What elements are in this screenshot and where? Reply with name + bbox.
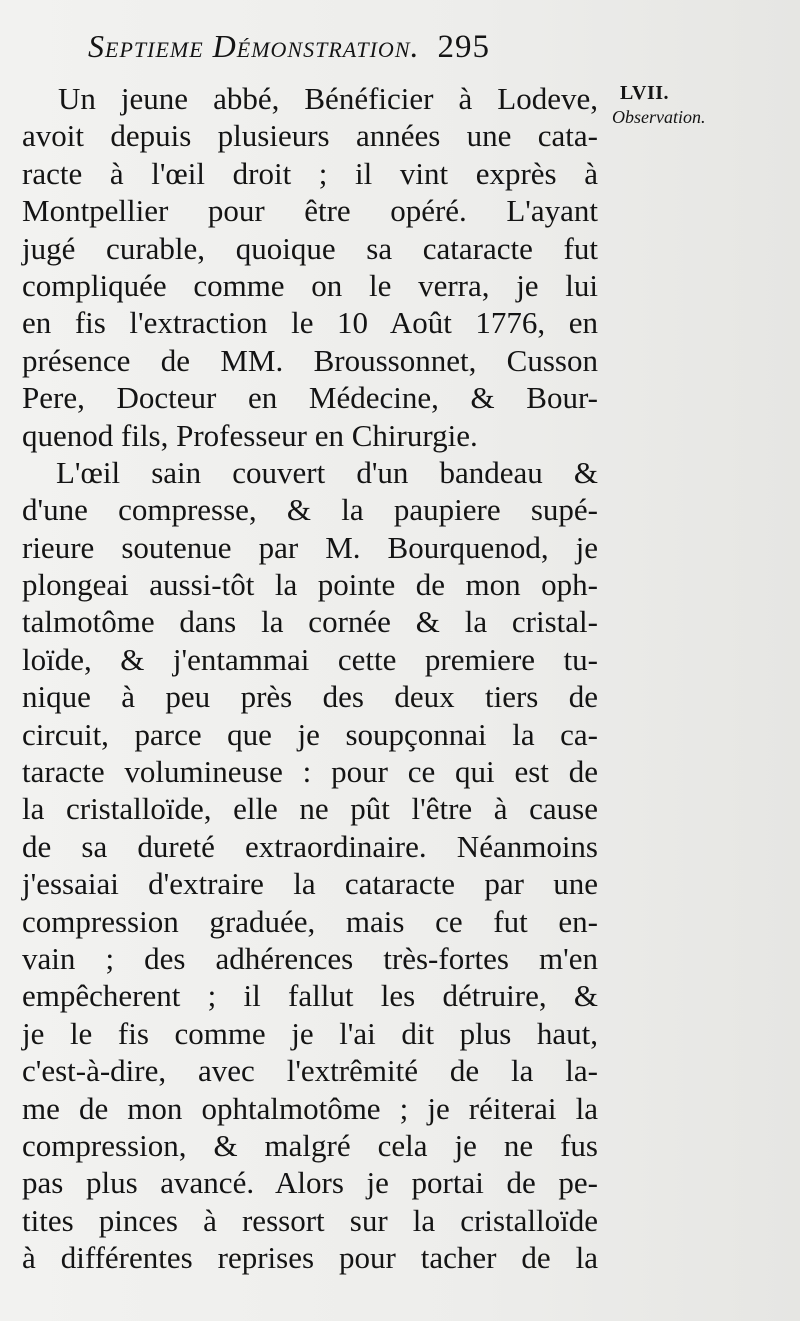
- text-line: avoit depuis plusieurs années une cata-: [22, 118, 598, 154]
- text-line: compression, & malgré cela je ne fus: [22, 1127, 598, 1163]
- text-line: d'une compresse, & la paupiere supé-: [22, 492, 598, 528]
- text-line: pas plus avancé. Alors je portai de pe-: [22, 1165, 598, 1201]
- chapter-title: Septieme Démonstration.: [88, 28, 420, 64]
- text-line: Un jeune abbé, Bénéficier à Lodeve,: [58, 81, 598, 116]
- text-line: présence de MM. Broussonnet, Cusson: [22, 342, 598, 378]
- running-head: [88, 28, 608, 78]
- text-line: taracte volumineuse : pour ce qui est de: [22, 754, 598, 790]
- text-line: L'œil sain couvert d'un bandeau &: [56, 454, 598, 490]
- text-line: rieure soutenue par M. Bourquenod, je: [22, 529, 598, 565]
- text-line: compliquée comme on le verra, je lui: [22, 267, 598, 303]
- observation-number: LVII.: [620, 82, 670, 104]
- text-line: c'est-à-dire, avec l'extrêmité de la la-: [22, 1053, 598, 1089]
- text-line: talmotôme dans la cornée & la cristal-: [22, 604, 598, 640]
- text-line: tites pinces à ressort sur la cristalloïde: [22, 1202, 598, 1238]
- text-line: Montpellier pour être opéré. L'ayant: [22, 193, 598, 229]
- text-line: quenod fils, Professeur en Chirurgie.: [22, 417, 478, 453]
- text-line: je le fis comme je l'ai dit plus haut,: [22, 1015, 598, 1051]
- text-line: circuit, parce que je soupçonnai la ca-: [22, 716, 598, 752]
- text-line: j'essaiai d'extraire la cataracte par une: [22, 866, 598, 902]
- text-line: empêcherent ; il fallut les détruire, &: [22, 978, 598, 1014]
- text-line: plongeai aussi-tôt la pointe de mon oph-: [22, 567, 598, 603]
- observation-label: Observation.: [612, 107, 706, 127]
- body-text: [22, 80, 598, 1277]
- text-line: racte à l'œil droit ; il vint exprès à: [22, 155, 598, 191]
- text-line: en fis l'extraction le 10 Août 1776, en: [22, 305, 598, 341]
- text-line: me de mon ophtalmotôme ; je réiterai la: [22, 1090, 598, 1126]
- text-line: loïde, & j'entammai cette premiere tu-: [22, 641, 598, 677]
- text-line: Pere, Docteur en Médecine, & Bour-: [22, 380, 598, 416]
- text-line: à différentes reprises pour tacher de la: [22, 1240, 598, 1276]
- text-line: vain ; des adhérences très-fortes m'en: [22, 940, 598, 976]
- text-line: compression graduée, mais ce fut en-: [22, 903, 598, 939]
- margin-note: [612, 82, 792, 128]
- text-line: nique à peu près des deux tiers de: [22, 679, 598, 715]
- text-line: de sa dureté extraordinaire. Néanmoins: [22, 828, 598, 864]
- text-line: la cristalloïde, elle ne pût l'être à cause: [22, 791, 598, 827]
- text-line: jugé curable, quoique sa cataracte fut: [22, 230, 598, 266]
- page-number: 295: [437, 29, 490, 65]
